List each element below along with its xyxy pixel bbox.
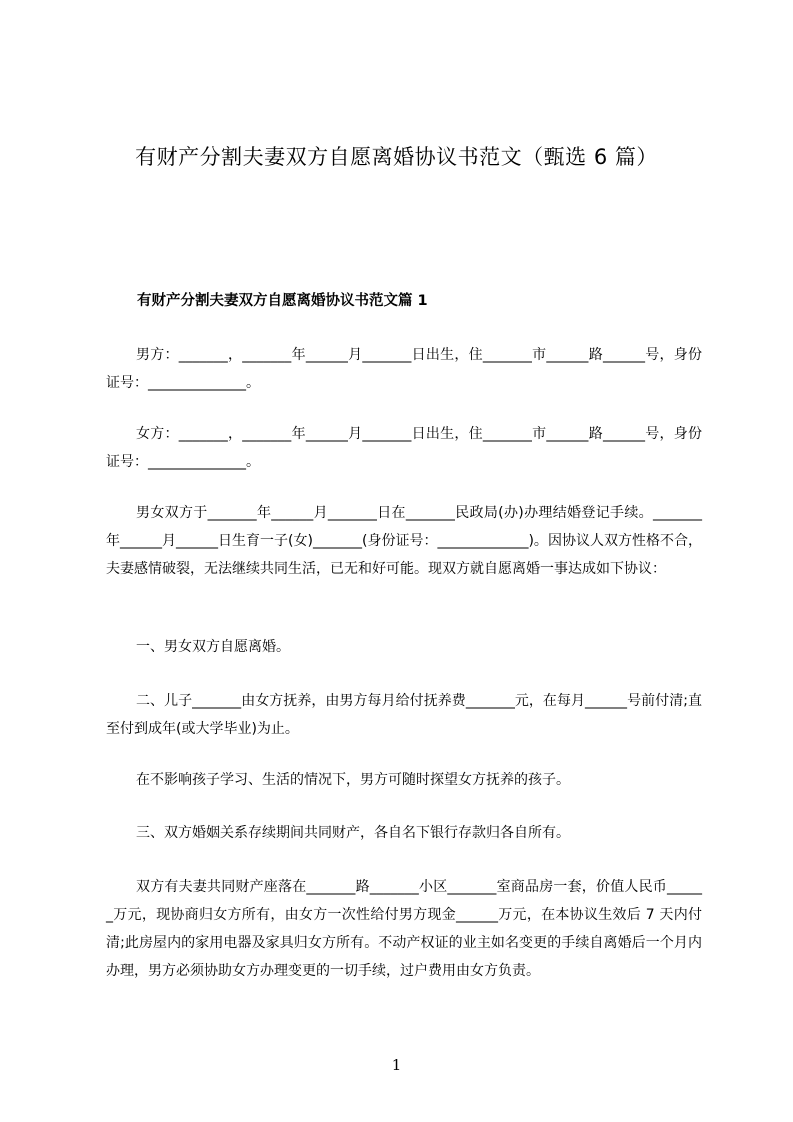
paragraph-clause-2: 二、儿子_______由女方抚养，由男方每月给付抚养费_______元，在每月______号前付清;直至付到成年(或大学毕业)为止。: [106, 693, 702, 737]
page-number: 1: [391, 1056, 402, 1074]
paragraph-marriage-info: 男女双方于_______年______月_______日在_______民政局(办)办理结婚登记手续。_______年______月______日生育一子(女)_______(身份证号：_____________)。因协议人双方性格不合，夫妻感情破裂，无法继续共同生活，已无和好可能。现双方就自愿离婚一事达成如下协议：: [106, 505, 702, 577]
section-heading: 有财产分割夫妻双方自愿离婚协议书范文篇 1: [137, 293, 428, 309]
paragraph-clause-3: 三、双方婚姻关系存续期间共同财产，各自名下银行存款归各自所有。: [136, 825, 570, 841]
document-title: 有财产分割夫妻双方自愿离婚协议书范文（甄选 6 篇）: [135, 145, 658, 169]
paragraph-property: 双方有夫妻共同财产座落在_______路_______小区_______室商品房一套，价值人民币______万元，现协商归女方所有，由女方一次性给付男方现金______万元，在本协议生效后 7 天内付清;此房屋内的家用电器及家具归女方所有。不动产权证的业主如名变更的手续自离婚后一个月内办理，男方必须协助女方办理变更的一切手续，过户费用由女方负责。: [106, 879, 702, 979]
paragraph-visitation: 在不影响孩子学习、生活的情况下，男方可随时探望女方抚养的孩子。: [136, 772, 570, 788]
paragraph-clause-1: 一、男女双方自愿离婚。: [136, 639, 290, 655]
paragraph-male-party: 男方：_______，_______年______月_______日出生，住_______市______路______号，身份证号：______________。: [106, 347, 702, 391]
paragraph-female-party: 女方：_______，_______年______月_______日出生，住_______市______路______号，身份证号：______________。: [106, 426, 702, 470]
